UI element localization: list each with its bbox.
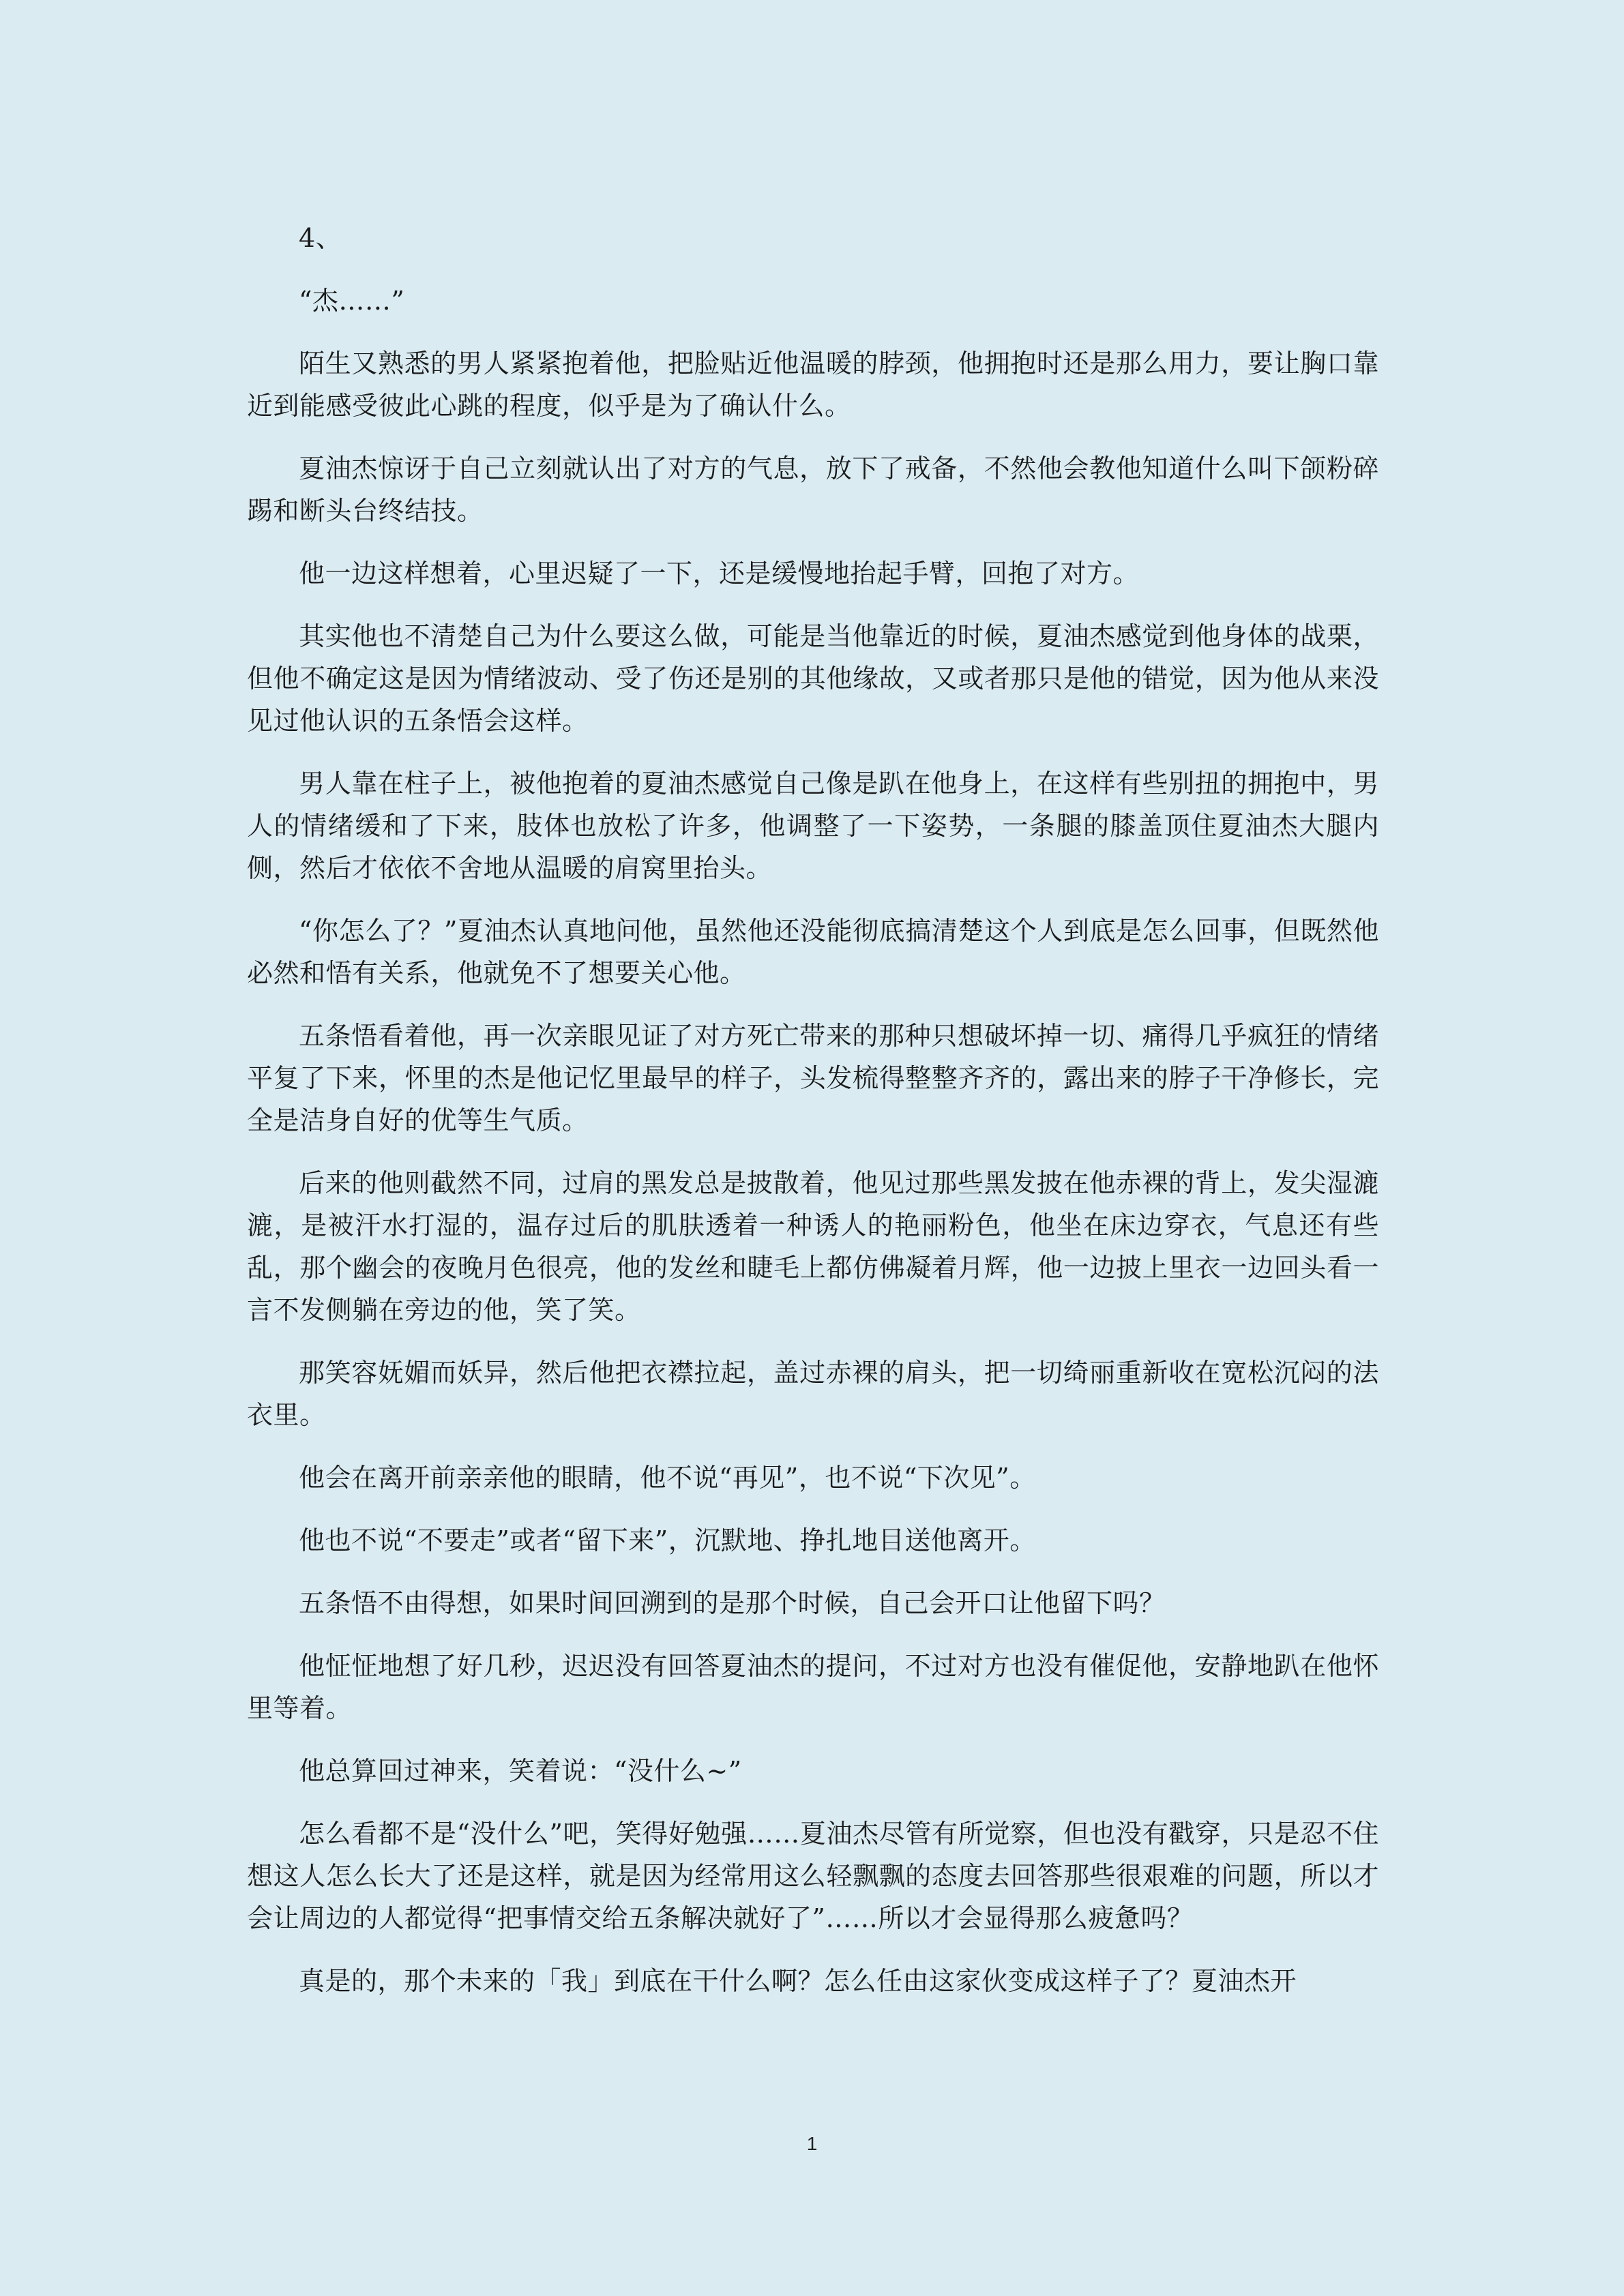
paragraph: 其实他也不清楚自己为什么要这么做，可能是当他靠近的时候，夏油杰感觉到他身体的战栗，但他不确定这是因为情绪波动、受了伤还是别的其他缘故，又或者那只是他的错觉，因为他从来没见过他认识的五条悟会这样。 [247,621,1379,736]
paragraph: 他一边这样想着，心里迟疑了一下，还是缓慢地抬起手臂，回抱了对方。 [299,558,1140,588]
paragraph: 真是的，那个未来的「我」到底在干什么啊？怎么任由这家伙变成这样子了？夏油杰开 [299,1966,1297,1996]
paragraph: 他怔怔地想了好几秒，迟迟没有回答夏油杰的提问，不过对方也没有催促他，安静地趴在他怀里等着。 [247,1651,1379,1723]
paragraph: “你怎么了？”夏油杰认真地问他，虽然他还没能彻底搞清楚这个人到底是怎么回事，但既然他必然和悟有关系，他就免不了想要关心他。 [247,916,1379,988]
paragraph: 怎么看都不是“没什么”吧，笑得好勉强……夏油杰尽管有所觉察，但也没有戳穿，只是忍不住想这人怎么长大了还是这样，就是因为经常用这么轻飘飘的态度去回答那些很艰难的问题，所以才会让周边的人都觉得“把事情交给五条解决就好了”……所以才会显得那么疲惫吗？ [247,1819,1379,1933]
page-number: 1 [806,2133,818,2154]
paragraph: 后来的他则截然不同，过肩的黑发总是披散着，他见过那些黑发披在他赤裸的背上，发尖湿漉漉，是被汗水打湿的，温存过后的肌肤透着一种诱人的艳丽粉色，他坐在床边穿衣，气息还有些乱，那个幽会的夜晚月色很亮，他的发丝和睫毛上都仿佛凝着月辉，他一边披上里衣一边回头看一言不发侧躺在旁边的他，笑了笑。 [247,1168,1379,1325]
paragraph: 他也不说“不要走”或者“留下来”，沉默地、挣扎地目送他离开。 [299,1525,1036,1555]
paragraph: 他会在离开前亲亲他的眼睛，他不说“再见”，也不说“下次见”。 [299,1463,1036,1493]
paragraph: 五条悟看着他，再一次亲眼见证了对方死亡带来的那种只想破坏掉一切、痛得几乎疯狂的情绪平复了下来，怀里的杰是他记忆里最早的样子，头发梳得整整齐齐的，露出来的脖子干净修长，完全是洁身自好的优等生气质。 [247,1021,1379,1135]
paragraph: 男人靠在柱子上，被他抱着的夏油杰感觉自己像是趴在他身上，在这样有些别扭的拥抱中，男人的情绪缓和了下来，肢体也放松了许多，他调整了一下姿势，一条腿的膝盖顶住夏油杰大腿内侧，然后才依依不舍地从温暖的肩窝里抬头。 [247,769,1379,883]
paragraph: 陌生又熟悉的男人紧紧抱着他，把脸贴近他温暖的脖颈，他拥抱时还是那么用力，要让胸口靠近到能感受彼此心跳的程度，似乎是为了确认什么。 [247,348,1379,421]
paragraph: 夏油杰惊讶于自己立刻就认出了对方的气息，放下了戒备，不然他会教他知道什么叫下颌粉碎踢和断头台终结技。 [247,453,1379,526]
paragraph: “杰……” [299,286,405,316]
document-body [247,217,1379,2023]
paragraph: 他总算回过神来，笑着说：“没什么~” [299,1756,742,1786]
section-heading: 4、 [299,223,342,253]
paragraph: 五条悟不由得想，如果时间回溯到的是那个时候，自己会开口让他留下吗？ [299,1588,1166,1618]
paragraph: 那笑容妩媚而妖异，然后他把衣襟拉起，盖过赤裸的肩头，把一切绮丽重新收在宽松沉闷的法衣里。 [247,1358,1379,1430]
